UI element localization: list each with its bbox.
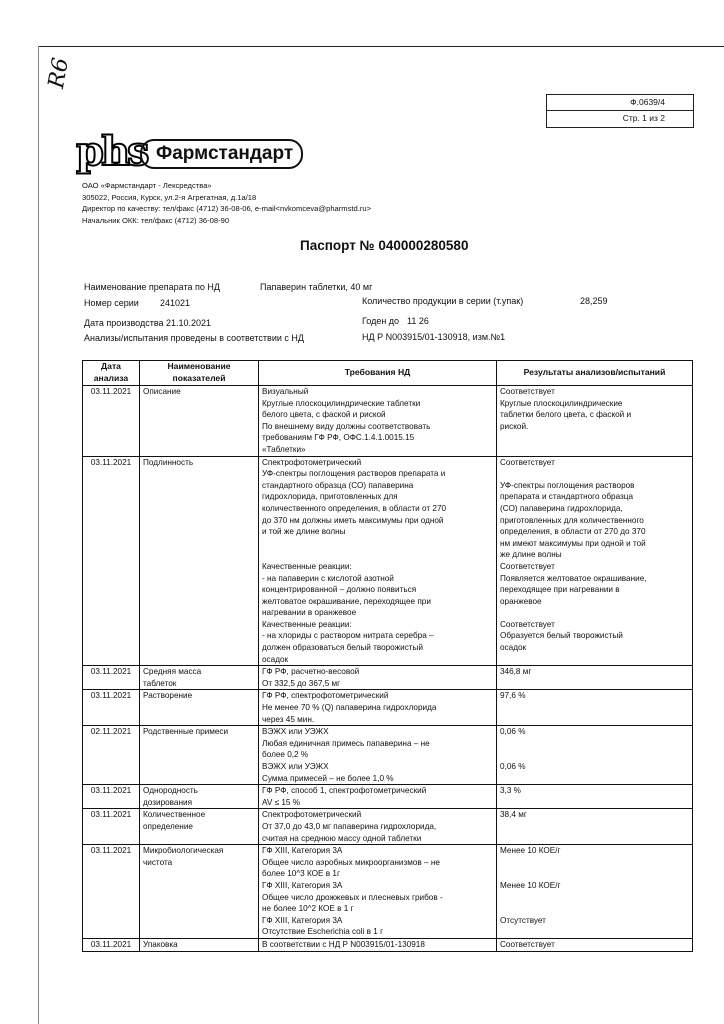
cell-indicator: Количественное определение <box>140 809 259 845</box>
company-logo <box>76 128 294 178</box>
expiry-label: Годен до <box>362 316 400 326</box>
cell-result: 0,06 % 0,06 % <box>497 726 693 785</box>
cell-date: 03.11.2021 <box>83 666 140 690</box>
results-table <box>82 360 693 952</box>
expiry-value: 11 26 <box>407 316 429 326</box>
table-row <box>83 809 693 845</box>
table-row <box>83 456 693 666</box>
cell-date: 03.11.2021 <box>83 690 140 726</box>
table-row <box>83 938 693 951</box>
cell-requirement: Спектрофотометрический От 37,0 до 43,0 мг папаверина гидрохлорида, считая на среднюю массу одной таблетки <box>259 809 497 845</box>
form-code: Ф.0639/4 <box>630 97 665 107</box>
cell-date: 03.11.2021 <box>83 785 140 809</box>
cell-indicator: Средняя масса таблеток <box>140 666 259 690</box>
cell-indicator: Подлинность <box>140 456 259 666</box>
cell-date: 03.11.2021 <box>83 845 140 939</box>
logo-name: Фармстандарт <box>140 139 303 169</box>
cell-requirement: Спектрофотометрический УФ-спектры поглощения растворов препарата и стандартного образца (СО) папаверина гидрохлорида, приготовленных для количественного определения, в области от 270 до 370 нм должны иметь максимумы при одной и той же длине волны Качественные реакции: - на папаверин с кислотой азотной концентрированной – должно появиться желтоватое окрашивание, переходящее при нагревании в оранжевое Качественные реакции: - на хлориды с раствором нитрата серебра – должен образоваться белый творожистый осадок <box>259 456 497 666</box>
cell-result: Соответствует УФ-спектры поглощения растворов препарата и стандартного образца (СО) папаверина гидрохлорида, приготовленных для количественного определения, в области от 270 до 370 нм имеют максимумы при одной и той же длине волны Соответствует Появляется желтоватое окрашивание, переходящее при нагревании в оранжевое Соответствует Образуется белый творожистый осадок <box>497 456 693 666</box>
page-number: Стр. 1 из 2 <box>547 110 693 126</box>
cell-result: 346,8 мг <box>497 666 693 690</box>
cell-result: 97,6 % <box>497 690 693 726</box>
analysis-label: Анализы/испытания проведены в соответствии с НД <box>84 333 304 343</box>
analysis-value: НД Р N003915/01-130918, изм.№1 <box>362 332 506 342</box>
company-line: 305022, Россия, Курск, ул.2-я Агрегатная, д.1а/18 <box>82 192 257 202</box>
batch-label: Номер серии <box>84 298 139 308</box>
cell-result: Соответствует Круглые плоскоцилиндрические таблетки белого цвета, с фаской и риской. <box>497 386 693 457</box>
handwritten-note: R6 <box>44 55 74 91</box>
header-results: Результаты анализов/испытаний <box>497 361 693 386</box>
table-row <box>83 666 693 690</box>
table-row <box>83 690 693 726</box>
cell-result: 38,4 мг <box>497 809 693 845</box>
cell-indicator: Микробиологическая чистота <box>140 845 259 939</box>
cell-result: Соответствует <box>497 938 693 951</box>
cell-indicator: Растворение <box>140 690 259 726</box>
header-requirements: Требования НД <box>259 361 497 386</box>
drug-value: Папаверин таблетки, 40 мг <box>260 282 373 292</box>
left-border-line <box>38 46 39 1024</box>
cell-result: 3,3 % <box>497 785 693 809</box>
cell-date: 03.11.2021 <box>83 456 140 666</box>
cell-requirement: В соответствии с НД Р N003915/01-130918 <box>259 938 497 951</box>
form-code-box <box>546 94 694 128</box>
cell-requirement: ГФ РФ, способ 1, спектрофотометрический AV ≤ 15 % <box>259 785 497 809</box>
table-row <box>83 726 693 785</box>
quantity-value: 28,259 <box>580 296 608 306</box>
header-indicator: Наименование показателей <box>140 361 259 386</box>
cell-indicator: Однородность дозирования <box>140 785 259 809</box>
header-date: Дата анализа <box>83 361 140 386</box>
table-row <box>83 845 693 939</box>
company-line: Директор по качеству: тел/факс (4712) 36-08-06, e-mail<nvkomceva@pharmstd.ru> <box>82 204 372 214</box>
cell-requirement: ГФ РФ, расчетно-весовой От 332,5 до 367,5 мг <box>259 666 497 690</box>
cell-date: 02.11.2021 <box>83 726 140 785</box>
cell-requirement: Визуальный Круглые плоскоцилиндрические таблетки белого цвета, с фаской и риской По внешнему виду должны соответствовать требованиям ГФ РФ, ОФС.1.4.1.0015.15 «Таблетки» <box>259 386 497 457</box>
cell-requirement: ГФ РФ, спектрофотометрический Не менее 70 % (Q) папаверина гидрохлорида через 45 мин. <box>259 690 497 726</box>
quantity-label: Количество продукции в серии (т.упак) <box>362 296 524 306</box>
batch-value: 241021 <box>160 298 191 308</box>
cell-requirement: ВЭЖХ или УЭЖХ Любая единичная примесь папаверина – не более 0,2 % ВЭЖХ или УЭЖХ Сумма примесей – не более 1,0 % <box>259 726 497 785</box>
top-border-line <box>38 46 724 47</box>
cell-date: 03.11.2021 <box>83 809 140 845</box>
drug-label: Наименование препарата по НД <box>84 282 220 292</box>
company-line: ОАО «Фармстандарт - Лексредства» <box>82 181 212 190</box>
table-row <box>83 785 693 809</box>
cell-indicator: Описание <box>140 386 259 457</box>
production-date-value: 21.10.2021 <box>166 318 212 328</box>
company-info <box>82 180 371 226</box>
cell-date: 03.11.2021 <box>83 938 140 951</box>
company-line: Начальник ОКК: тел/факс (4712) 36-08-90 <box>82 215 230 225</box>
cell-indicator: Родственные примеси <box>140 726 259 785</box>
table-row <box>83 386 693 457</box>
cell-requirement: ГФ XIII, Категория 3А Общее число аэробных микроорганизмов – не более 10^3 КОЕ в 1г ГФ XIII, Категория 3А Общее число дрожжевых и плесневых грибов - не более 10^2 КОЕ в 1 г ГФ XIII, Категория 3А Отсутствие Escherichia coli в 1 г <box>259 845 497 939</box>
logo-mark: phs <box>76 128 147 175</box>
table-header-row <box>83 361 693 386</box>
cell-date: 03.11.2021 <box>83 386 140 457</box>
cell-result: Менее 10 КОЕ/г Менее 10 КОЕ/г Отсутствует <box>497 845 693 939</box>
production-date-label: Дата производства <box>84 318 164 328</box>
passport-title: Паспорт № 040000280580 <box>300 238 469 253</box>
cell-indicator: Упаковка <box>140 938 259 951</box>
